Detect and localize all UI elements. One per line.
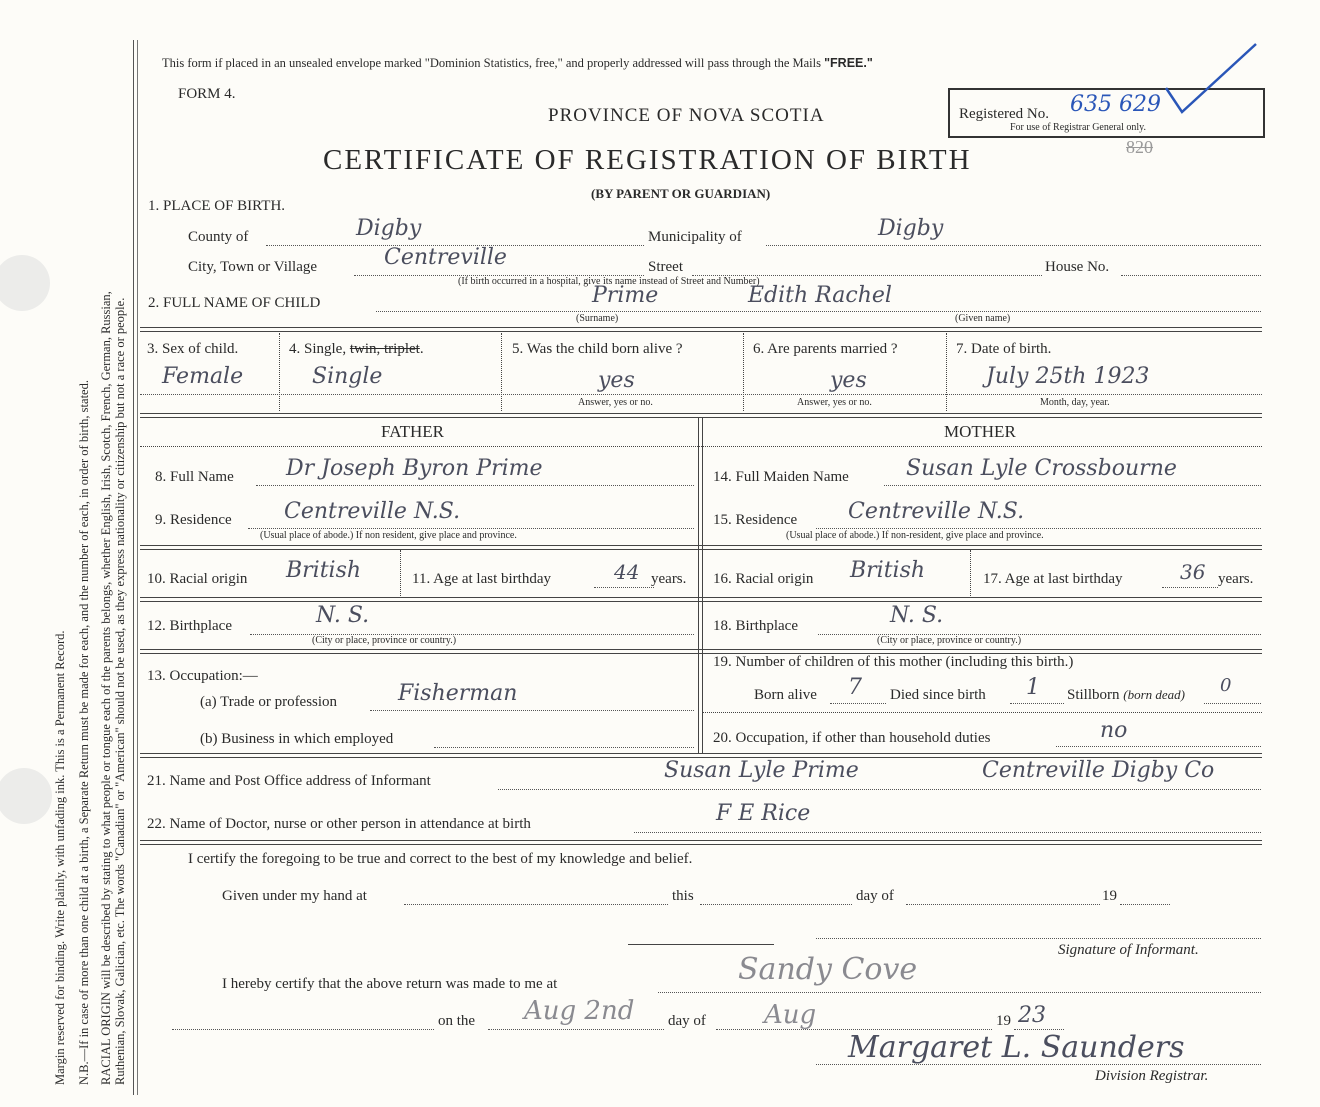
certificate-title: CERTIFICATE OF REGISTRATION OF BIRTH bbox=[323, 144, 972, 176]
parent-divider-2 bbox=[702, 418, 703, 754]
divider-6-7 bbox=[946, 333, 947, 411]
mail-note-text: This form if placed in an unsealed envelope marked "Dominion Statistics, free," and properly addressed will pass through the Mails bbox=[162, 56, 821, 70]
business-label: (b) Business in which employed bbox=[200, 731, 394, 747]
certificate-subtitle: (BY PARENT OR GUARDIAN) bbox=[591, 186, 771, 201]
father-racial-value: British bbox=[286, 558, 362, 583]
father-name-line bbox=[256, 485, 694, 486]
child-name-line bbox=[376, 311, 1261, 312]
father-birthplace-label: 12. Birthplace bbox=[147, 618, 232, 634]
hospital-note: (If birth occurred in a hospital, give its name instead of Street and Number) bbox=[458, 276, 760, 287]
month-value: Aug bbox=[764, 1000, 817, 1030]
registrar-day-of-label: day of bbox=[668, 1013, 706, 1029]
mother-occupation-label: 20. Occupation, if other than household duties bbox=[713, 730, 991, 746]
registrar-note: For use of Registrar General only. bbox=[1010, 122, 1146, 133]
born-alive-count-value: 7 bbox=[848, 675, 862, 700]
mother-occupation-line bbox=[1056, 746, 1261, 747]
house-line bbox=[1121, 275, 1261, 276]
father-birthplace-value: N. S. bbox=[316, 603, 370, 628]
divider-3-4 bbox=[279, 333, 280, 411]
day-of-line bbox=[906, 904, 1100, 905]
mother-name-line bbox=[884, 485, 1261, 486]
rule-1 bbox=[140, 327, 1262, 332]
registrar-signature-line bbox=[816, 1064, 1261, 1065]
date-of-birth-value: July 25th 1923 bbox=[986, 364, 1150, 389]
mother-birthplace-value: N. S. bbox=[890, 603, 944, 628]
on-the-label: on the bbox=[438, 1013, 476, 1029]
rule-4 bbox=[140, 597, 1262, 602]
margin-note-multiple-births: N.B.—If in case of more than one child at a birth, a Separate Return must be made for each, and the number of each, in order of birth, stated. bbox=[77, 380, 91, 1085]
house-label: House No. bbox=[1045, 259, 1110, 275]
margin-note-permanent: Margin reserved for binding. Write plainly, with unfading ink. This is a Permanent Record. bbox=[53, 630, 67, 1085]
given-under-label: Given under my hand at bbox=[222, 888, 367, 904]
doctor-value: F E Rice bbox=[716, 801, 811, 826]
father-residence-label: 9. Residence bbox=[155, 512, 232, 528]
trade-label: (a) Trade or profession bbox=[200, 694, 338, 710]
died-since-birth-label: Died since birth bbox=[890, 687, 986, 703]
mother-residence-value: Centreville N.S. bbox=[848, 499, 1025, 524]
rule-3 bbox=[140, 545, 1262, 550]
rule-children bbox=[703, 712, 1262, 713]
mother-racial-label: 16. Racial origin bbox=[713, 571, 814, 587]
father-birthplace-note: (City or place, province or country.) bbox=[312, 635, 457, 646]
sex-label: 3. Sex of child. bbox=[147, 341, 239, 357]
row-3-7-line bbox=[140, 394, 1262, 395]
mother-age-line bbox=[1162, 587, 1218, 588]
mother-racial-value: British bbox=[850, 558, 926, 583]
binding-hole-bottom bbox=[0, 768, 52, 824]
born-alive-count-label: Born alive bbox=[754, 687, 817, 703]
child-surname-value: Prime bbox=[592, 283, 659, 308]
stillborn-value: 0 bbox=[1220, 675, 1232, 696]
informant-line bbox=[498, 789, 1261, 790]
mother-residence-line bbox=[816, 528, 1261, 529]
margin-note-racial-origin: RACIAL ORIGIN will be described by stating to what people or tongue each of the parents belongs, whether English, Irish, Scotch, French, German, Russian, bbox=[99, 291, 113, 1085]
alive-answer-note: Answer, yes or no. bbox=[578, 397, 653, 408]
registrar-statement: I hereby certify that the above return was made to me at bbox=[222, 976, 558, 992]
mother-name-value: Susan Lyle Crossbourne bbox=[906, 456, 1177, 481]
date-of-birth-label: 7. Date of birth. bbox=[956, 341, 1052, 357]
registrar-place-line bbox=[658, 992, 1261, 993]
informant-signature-line bbox=[816, 938, 1261, 939]
street-label: Street bbox=[648, 259, 683, 275]
child-given-value: Edith Rachel bbox=[748, 283, 892, 308]
single-value: Single bbox=[312, 364, 383, 389]
rule-heading bbox=[140, 446, 1262, 447]
on-the-leading-line bbox=[172, 1029, 434, 1030]
year-prefix: 19 bbox=[1102, 888, 1117, 904]
mother-age-value: 36 bbox=[1180, 560, 1206, 584]
signature-informant-caption: Signature of Informant. bbox=[1058, 942, 1199, 958]
informant-label: 21. Name and Post Office address of Informant bbox=[147, 773, 431, 789]
municipality-line bbox=[766, 245, 1261, 246]
center-rule bbox=[628, 944, 774, 945]
married-answer-note: Answer, yes or no. bbox=[797, 397, 872, 408]
municipality-label: Municipality of bbox=[648, 229, 742, 245]
father-age-value: 44 bbox=[614, 560, 640, 584]
rule-7 bbox=[140, 840, 1262, 845]
province-heading: PROVINCE OF NOVA SCOTIA bbox=[548, 105, 825, 126]
doctor-label: 22. Name of Doctor, nurse or other person in attendance at birth bbox=[147, 816, 531, 832]
county-value: Digby bbox=[356, 216, 422, 241]
died-since-birth-value: 1 bbox=[1026, 675, 1040, 700]
city-label: City, Town or Village bbox=[188, 259, 318, 275]
stillborn-note: (born dead) bbox=[1123, 687, 1186, 702]
municipality-value: Digby bbox=[878, 216, 944, 241]
year-line bbox=[1120, 904, 1170, 905]
registrar-signature: Margaret L. Saunders bbox=[848, 1030, 1185, 1065]
mother-residence-label: 15. Residence bbox=[713, 512, 798, 528]
this-line bbox=[700, 904, 852, 905]
born-alive-label: 5. Was the child born alive ? bbox=[512, 341, 683, 357]
father-occupation-label: 13. Occupation:— bbox=[147, 668, 258, 684]
binding-hole-top bbox=[0, 255, 50, 311]
divider-5-6 bbox=[743, 333, 744, 411]
born-alive-value: yes bbox=[598, 368, 635, 393]
informant-address-value: Centreville Digby Co bbox=[982, 758, 1215, 783]
died-since-birth-line bbox=[1010, 703, 1064, 704]
mother-age-years: years. bbox=[1218, 571, 1254, 587]
father-residence-note: (Usual place of abode.) If non resident, give place and province. bbox=[260, 530, 517, 541]
place-of-birth-heading: 1. PLACE OF BIRTH. bbox=[148, 198, 286, 214]
trade-line bbox=[370, 710, 694, 711]
business-line bbox=[434, 747, 694, 748]
divider-10-11 bbox=[400, 550, 401, 596]
children-count-label: 19. Number of children of this mother (including this birth.) bbox=[713, 654, 1074, 670]
mother-name-label: 14. Full Maiden Name bbox=[713, 469, 849, 485]
divider-16-17 bbox=[970, 550, 971, 596]
registered-value: 635 629 bbox=[1070, 92, 1161, 117]
registrar-year-prefix: 19 bbox=[996, 1013, 1011, 1029]
father-name-label: 8. Full Name bbox=[155, 469, 234, 485]
form-number: FORM 4. bbox=[178, 86, 236, 102]
parents-married-value: yes bbox=[830, 368, 867, 393]
father-age-years: years. bbox=[651, 571, 687, 587]
parent-divider bbox=[698, 418, 699, 754]
stillborn-line bbox=[1204, 703, 1261, 704]
informant-name-value: Susan Lyle Prime bbox=[664, 758, 859, 783]
doctor-line bbox=[634, 832, 1261, 833]
certify-statement: I certify the foregoing to be true and correct to the best of my knowledge and belief. bbox=[188, 851, 693, 867]
margin-note-racial-origin-cont: Ruthenian, Slovak, Galician, etc. The words "Canadian" or "American" should not be used, as they express nationality or citizenship but not a race or people. bbox=[113, 297, 127, 1085]
father-residence-line bbox=[248, 528, 694, 529]
stillborn-label bbox=[1067, 687, 1185, 704]
sex-value: Female bbox=[162, 364, 244, 389]
date-note: Month, day, year. bbox=[1040, 397, 1110, 408]
divider-4-5 bbox=[501, 333, 502, 411]
father-residence-value: Centreville N.S. bbox=[284, 499, 461, 524]
margin-rule bbox=[133, 40, 134, 1095]
mother-birthplace-note: (City or place, province or country.) bbox=[877, 635, 1022, 646]
check-mark-icon bbox=[1160, 40, 1260, 120]
day-value: Aug 2nd bbox=[524, 996, 635, 1026]
registrar-place-value: Sandy Cove bbox=[738, 952, 918, 987]
mail-free: "FREE." bbox=[824, 56, 873, 70]
county-label: County of bbox=[188, 229, 249, 245]
father-name-value: Dr Joseph Byron Prime bbox=[286, 456, 543, 481]
surname-note: (Surname) bbox=[576, 313, 619, 324]
single-label: 4. Single, twin, triplet. bbox=[289, 341, 424, 357]
day-of-label: day of bbox=[856, 888, 894, 904]
born-alive-count-line bbox=[830, 703, 886, 704]
mother-occupation-value: no bbox=[1100, 718, 1128, 743]
trade-value: Fisherman bbox=[398, 681, 518, 706]
child-name-label: 2. FULL NAME OF CHILD bbox=[148, 295, 321, 311]
this-label: this bbox=[672, 888, 694, 904]
stillborn-label-text: Stillborn bbox=[1067, 687, 1120, 703]
parents-married-label: 6. Are parents married ? bbox=[753, 341, 898, 357]
father-heading: FATHER bbox=[381, 422, 444, 441]
stamp-number: 820 bbox=[1126, 137, 1153, 157]
mother-heading: MOTHER bbox=[944, 422, 1016, 441]
on-the-line bbox=[488, 1029, 664, 1030]
division-registrar-caption: Division Registrar. bbox=[1095, 1068, 1209, 1084]
father-age-line bbox=[594, 587, 654, 588]
registered-label: Registered No. bbox=[959, 106, 1049, 122]
year-value: 23 bbox=[1018, 1003, 1046, 1028]
rule-5 bbox=[140, 649, 1262, 654]
father-age-label: 11. Age at last birthday bbox=[412, 571, 551, 587]
given-note: (Given name) bbox=[955, 313, 1011, 324]
mail-note bbox=[162, 56, 873, 71]
mother-age-label: 17. Age at last birthday bbox=[983, 571, 1123, 587]
mother-birthplace-label: 18. Birthplace bbox=[713, 618, 798, 634]
mother-residence-note: (Usual place of abode.) If non-resident, give place and province. bbox=[786, 530, 1044, 541]
margin-rule-inner bbox=[137, 40, 138, 1095]
rule-2 bbox=[140, 413, 1262, 418]
given-place-line bbox=[404, 904, 668, 905]
city-value: Centreville bbox=[384, 245, 507, 270]
father-racial-label: 10. Racial origin bbox=[147, 571, 248, 587]
